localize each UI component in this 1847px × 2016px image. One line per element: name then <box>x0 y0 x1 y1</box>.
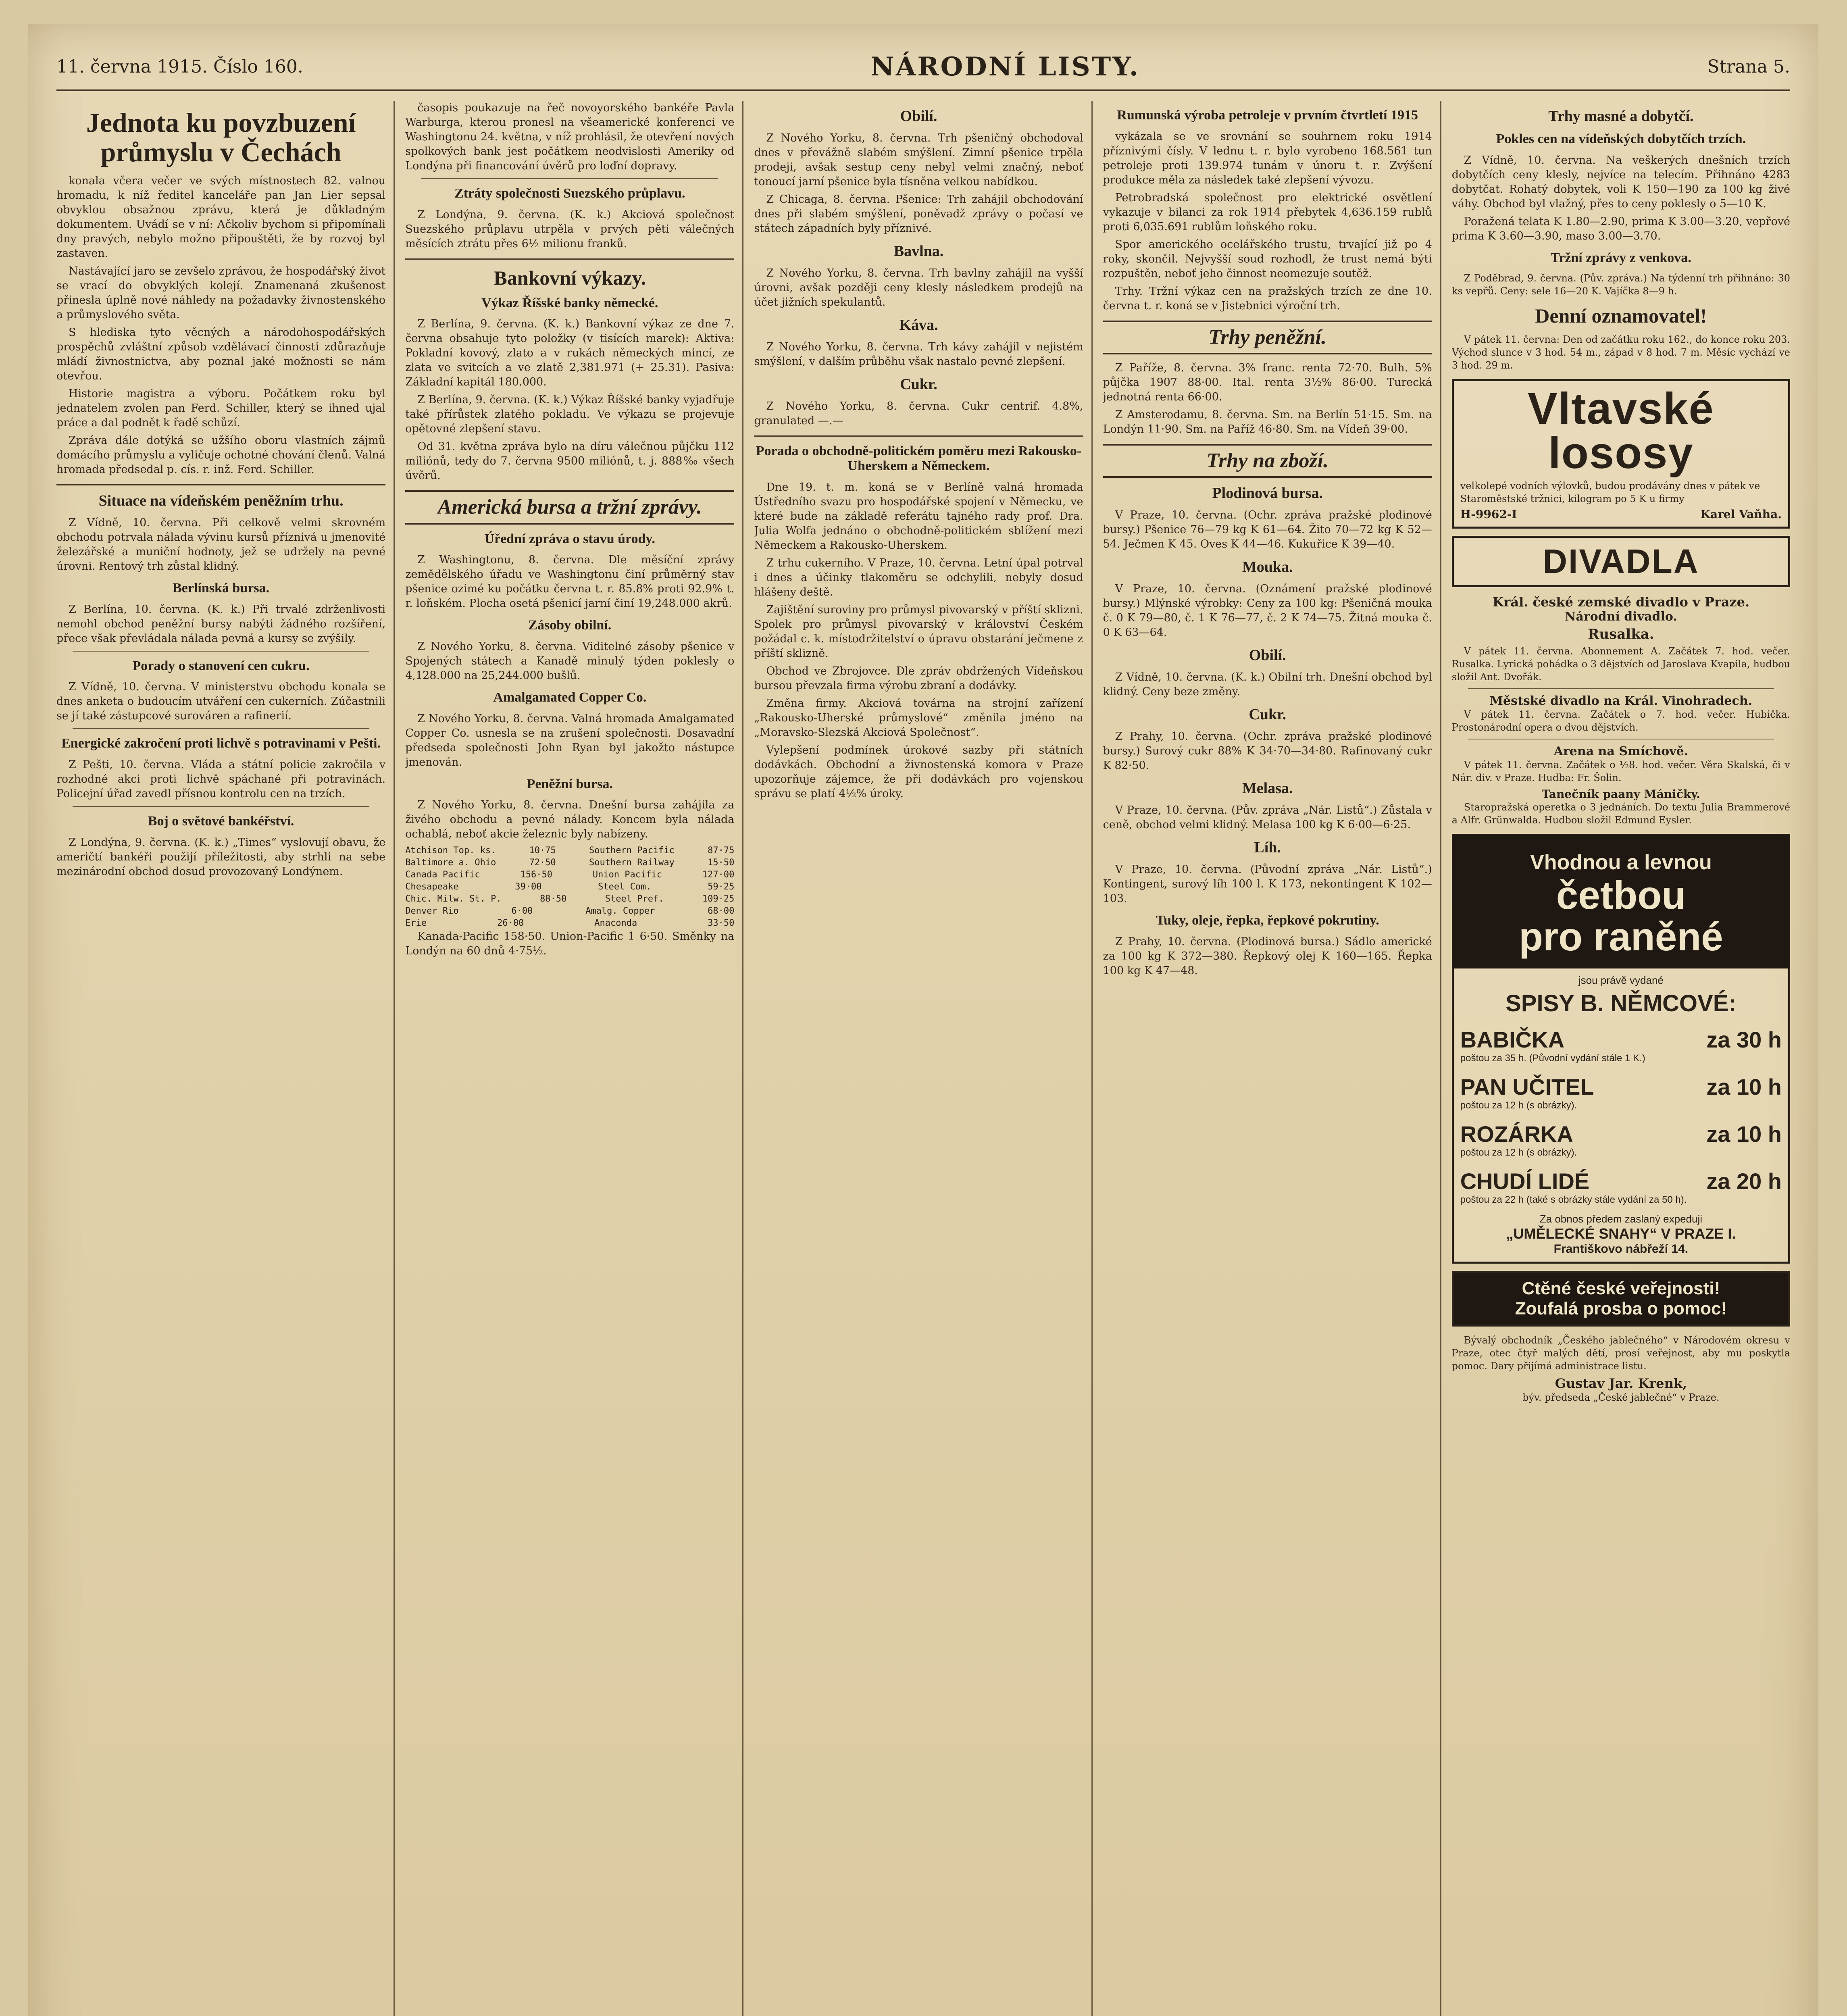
book-row <box>1460 1074 1782 1100</box>
book-price: za 20 h <box>1706 1168 1782 1194</box>
book-price: za 10 h <box>1706 1074 1782 1100</box>
book-title: BABIČKA <box>1460 1027 1565 1053</box>
divider <box>56 484 385 485</box>
ad-line: jsou právě vydané <box>1578 974 1664 987</box>
article-headline: Plodinová bursa. <box>1212 485 1323 502</box>
paragraph: Z trhu cukerního. V Praze, 10. června. Letní úpal potrval i dnes a účinky tlakoměru se odchylili, nebyly dosud hlášeny deště. <box>754 556 1083 598</box>
stock-cell: Southern Railway <box>589 858 675 868</box>
stock-cell: 156·50 <box>520 870 552 880</box>
paragraph: Z Poděbrad, 9. června. (Pův. zpráva.) Na týdenní trh přihnáno: 30 ks vepřů. Ceny: sele 16—20 K. Vajíčka 8—9 h. <box>1451 273 1790 297</box>
article-headline: Mouka. <box>1242 558 1293 576</box>
paragraph: Změna firmy. Akciová továrna na strojní zařízení „Rakousko-Uherské průmyslové“ změnila jméno na „Moravsko-Slezská Akciová Společnost“. <box>754 697 1083 739</box>
columns <box>56 101 1790 2016</box>
paragraph: Obchod ve Zbrojovce. Dle zpráv obdržených Vídeňskou bursou převzala firma výrobu zbraní a dodávky. <box>754 664 1083 692</box>
paragraph: Z Vídně, 10. června. (K. k.) Obilní trh. Dnešní obchod byl klidný. Ceny beze změny. <box>1103 671 1432 698</box>
stock-cell: 6·00 <box>511 906 533 916</box>
article-headline: Boj o světové bankéřství. <box>148 814 294 829</box>
book-price: za 10 h <box>1706 1121 1782 1147</box>
stock-cell: 33·50 <box>708 918 735 929</box>
stock-row <box>405 917 734 929</box>
paragraph: Z Nového Yorku, 8. června. Valná hromada Amalgamated Copper Co. usnesla se na zrušení společnosti. Dosavadní předseda společnosti John Ryan byl jakožto nástupce jmenován. <box>405 712 735 768</box>
stock-cell: Atchison Top. ks. <box>405 846 496 856</box>
paragraph: Z Vídně, 10. června. V ministerstvu obchodu konala se dnes anketa o budoucím utváření cen cukerních. Zúčastnili se jí také zástupcové surováren a rafinerií. <box>56 681 386 723</box>
paragraph: Z Vídně, 10. června. Při celkově velmi skrovném obchodu potrvala nálada vývinu kursů příznivá u jmenovité železářské a muniční hodnoty, jež se udržely na pevné úrovni. Rentový trh zůstal klidný. <box>56 516 386 573</box>
stock-cell: 87·75 <box>708 846 735 856</box>
paragraph: Historie magistra a výboru. Počátkem roku byl jednatelem zvolen pan Ferd. Schiller, který se ihned ujal práce a dal podnět k řadě schůzí. <box>56 387 386 429</box>
section-headline: Trhy masné a dobytčí. <box>1548 108 1694 125</box>
paragraph: Zpráva dále dotýká se užšího oboru vlastních zájmů domácího průmyslu a vyličuje ochotné chování členů. Valná hromada předsedal p. cís. r. inž. Ferd. Schiller. <box>56 434 386 476</box>
ad-code: H-9962-I <box>1460 508 1517 521</box>
paragraph: Trhy. Tržní výkaz cen na pražských trzích ze dne 10. června t. r. koná se v Jistebnici výroční trh. <box>1103 285 1432 312</box>
ad-line: „UMĚLECKÉ SNAHY“ V PRAZE I. <box>1506 1225 1736 1242</box>
article-headline: Ztráty společnosti Suezského průplavu. <box>454 186 685 201</box>
theatre-name: Tanečník paany Máničky. <box>1541 787 1701 801</box>
paragraph: Dne 19. t. m. koná se v Berlíně valná hromada Ústředního svazu pro hospodářské spojení v Německu, ve které bude na základě referátu tajného rady prof. Dra. Julia Wolfa jednáno o obchodně-politickém sblížení mezi Německem a Rakousko-Uherskem. <box>754 481 1083 552</box>
ad-title: Vltavské lososy <box>1528 384 1714 478</box>
paragraph: Spor amerického ocelářského trustu, trvající již po 4 roky, skončil. Nejvyšší soud rozhodl, že trust nemá býti rozpuštěn, neboť jeho činnost neomezuje soutěž. <box>1103 238 1432 280</box>
stock-row <box>405 857 734 869</box>
theatre-name: Městské divadlo na Král. Vinohradech. <box>1489 694 1753 708</box>
stock-cell: Chesapeake <box>405 882 459 892</box>
divider <box>421 178 718 179</box>
ad-line: Vhodnou a levnou <box>1530 851 1712 875</box>
theatre-headline: DIVADLA <box>1543 542 1699 581</box>
book-title: ROZÁRKA <box>1460 1121 1573 1147</box>
stock-cell: 15·50 <box>708 858 735 868</box>
paragraph: Nastávající jaro se zevšelo zprávou, že hospodářský život se vrací do obvyklých kolejí. Znamenaná zkušenost přinesla úplně nové náhledy na požadavky živnostenského a průmyslového světa. <box>56 264 386 321</box>
column-2 <box>405 101 743 2016</box>
stock-cell: 39·00 <box>515 882 542 892</box>
stock-row <box>405 905 734 917</box>
divider <box>405 258 734 260</box>
book-title: CHUDÍ LIDÉ <box>1460 1168 1590 1194</box>
book-price: za 30 h <box>1706 1027 1782 1053</box>
column-5 <box>1452 101 1790 2016</box>
article-headline: Káva. <box>899 317 938 334</box>
article-headline: Výkaz Říšské banky německé. <box>481 295 658 310</box>
paragraph: konala včera večer ve svých místnostech 82. valnou hromadu, k níž ředitel kanceláře pan Jan Lier sepsal obvyklou obsažnou zprávu, která je důkladným dokumentem. Uvádí se v ní: Ačkoliv bychom si připomínali dny pravých, nebylo možno připouštěti, že by rozvoj byl zastaven. <box>56 174 386 260</box>
paragraph: Z Washingtonu, 8. června. Dle měsíční zprávy zemědělského úřadu ve Washingtonu činí průměrný stav pšenice ozimé ku počátku června t. r. 85.8% proti 92.9% t. r. loňském. Plocha osetá pšenicí jarní činí 19,248.000 akrů. <box>405 554 735 610</box>
stock-row <box>405 845 734 857</box>
signature: Gustav Jar. Krenk, <box>1555 1376 1687 1391</box>
ad-owner: Karel Vaňha. <box>1700 508 1782 521</box>
article-headline: Jednota ku povzbuzení průmyslu v Čechách <box>86 107 356 168</box>
book-note: poštou za 12 h (s obrázky). <box>1460 1100 1577 1111</box>
stock-row <box>405 869 734 881</box>
article-headline: Energické zakročení proti lichvě s potravinami v Pešti. <box>61 736 381 751</box>
book-row <box>1460 1168 1782 1194</box>
section-headline: Trhy na zboží. <box>1103 444 1432 478</box>
article-headline: Bavlna. <box>893 243 944 260</box>
paragraph: Od 31. května zpráva bylo na díru válečnou půjčku 112 miliónů, tedy do 7. června 9500 miliónů, t. j. 888‰ všech úvěrů. <box>405 440 735 482</box>
paragraph: V Praze, 10. června. (Ochr. zpráva pražské plodinové bursy.) Pšenice 76—79 kg K 61—64. Žito 70—72 kg K 52—54. Ječmen K 45. Oves K 44—46. Kukuřice K 39—40. <box>1103 509 1432 551</box>
divider <box>73 728 369 729</box>
paragraph: Bývalý obchodník „Českého jablečného“ v Národovém okresu v Praze, otec čtyř malých dětí, prosí veřejnost, aby mu poskytla pomoc. Dary přijímá administrace listu. <box>1451 1335 1790 1372</box>
ad-line: četbou <box>1556 873 1686 918</box>
article-headline: Pokles cen na vídeňských dobytčích trzích. <box>1496 131 1746 147</box>
article-headline: Amalgamated Copper Co. <box>493 690 647 705</box>
stock-cell: Denver Rio <box>405 906 459 916</box>
book-title: PAN UČITEL <box>1460 1074 1594 1100</box>
theatre-sub: Národní divadlo. <box>1564 610 1677 624</box>
stock-cell: Amalg. Copper <box>585 906 655 916</box>
stock-cell: 109·25 <box>702 894 735 904</box>
paragraph: Z Nového Yorku, 8. června. Viditelné zásoby pšenice v Spojených státech a Kanadě minulý týden poklesly o 4,128.000 na 25,244.000 bušlů. <box>405 640 735 682</box>
paragraph: Z Berlína, 9. června. (K. k.) Bankovní výkaz ze dne 7. června obsahuje tyto položky (v tisících marek): Aktiva: Pokladní kovový, zlato a v rukách německých mincí, ze zlata ve svitcích a ve zlatě 2,381.971 (+ 25.31). Pasiva: Základní kapitál 180.000. <box>405 318 735 389</box>
article-headline: Cukr. <box>1249 706 1286 723</box>
stock-cell: Chic. Milw. St. P. <box>405 894 502 904</box>
section-headline: Americká bursa a tržní zprávy. <box>405 490 734 524</box>
issue-date: 11. června 1915. Číslo 160. <box>56 56 303 77</box>
ad-line: Za obnos předem zaslaný expeduji <box>1539 1213 1703 1225</box>
ad-line: SPISY B. NĚMCOVÉ: <box>1506 990 1737 1017</box>
theatre-section <box>1452 536 1790 587</box>
stock-cell: 68·00 <box>708 906 735 916</box>
paragraph: V pátek 11. června: Den od začátku roku 162., do konce roku 203. Východ slunce v 3 hod. 54 m., západ v 8 hod. 7 m. Měsíc vychází ve 3 hod. 29 m. <box>1451 334 1790 371</box>
page-header <box>56 44 1790 91</box>
theatre-name: Král. české zemské divadlo v Praze. <box>1492 594 1750 610</box>
paragraph: Vylepšení podmínek úrokové sazby při státních dodávkách. Obchodní a živnostenská komora v Praze upozorňuje zájemce, že při dodávkách pro vojenskou správu se platí 4½% úroky. <box>754 744 1083 800</box>
paragraph: Poražená telata K 1.80—2.90, prima K 3.00—3.20, vepřové prima K 3.60—3.90, maso 3.00—3.70. <box>1451 215 1790 242</box>
paragraph: Z Paříže, 8. června. 3% franc. renta 72·70. Bulh. 5% půjčka 1907 88·00. Ital. renta 3½% 86·00. Turecká jednotná renta 66·00. <box>1103 361 1432 403</box>
paragraph: V Praze, 10. června. (Oznámení pražské plodinové bursy.) Mlýnské výrobky: Ceny za 100 kg: Pšeničná mouka č. 0 K 79—80, č. 1 K 76—77, č. 2 K 74—75. Žitná mouka č. 0 K 63—64. <box>1103 583 1432 639</box>
paragraph: časopis poukazuje na řeč novoyorského bankéře Pavla Warburga, kterou pronesl na všeamerické konferenci ve Washingtonu 24. května, v níž prohlásil, že otevření nových spolkových bank jest počátkem neodvislosti Ameriky od Londýna při financování úvěrů pro loďní dopravy. <box>405 102 735 172</box>
book-row <box>1460 1121 1782 1147</box>
article-headline: Porada o obchodně-politickém poměru mezi Rakousko-Uherskem a Německem. <box>756 444 1082 473</box>
paragraph: S hlediska tyto věcných a národohospodářských prospěchů zvláštní způsob vzdělávací činnosti zdůrazňuje mládí živnostnictva, aby poznal jaké možnosti se nám otevřou. <box>56 326 386 382</box>
divider <box>73 806 369 807</box>
book-note: poštou za 12 h (s obrázky). <box>1460 1147 1577 1158</box>
book-note: poštou za 22 h (také s obrázky stále vydání za 50 h). <box>1460 1194 1687 1206</box>
paragraph: V pátek 11. června. Začátek o ½8. hod. večer. Věra Skalská, či v Nár. div. v Praze. Hudba: Fr. Šolin. <box>1451 759 1790 784</box>
paragraph: Z Prahy, 10. června. (Ochr. zpráva pražské plodinové bursy.) Surový cukr 88% K 34·70—34·80. Rafinovaný cukr K 82·50. <box>1103 730 1432 772</box>
stock-cell: Erie <box>405 918 427 929</box>
stock-cell: 127·00 <box>702 870 735 880</box>
stock-cell: Canada Pacific <box>405 870 480 880</box>
divider <box>1468 688 1774 689</box>
paragraph: Z Londýna, 9. června. (K. k.) Akciová společnost Suezského průplavu utrpěla v prvých pěti válečných měsících ztrátu přes 6½ milionu franků. <box>405 208 735 250</box>
theatre-name: Arena na Smíchově. <box>1553 744 1689 759</box>
book-list <box>1452 968 1790 1264</box>
article-headline: Úřední zpráva o stavu úrody. <box>484 531 656 546</box>
article-headline: Peněžní bursa. <box>527 776 613 791</box>
stock-cell: Southern Pacific <box>589 846 675 856</box>
paragraph: Petrobradská společnost pro elektrické osvětlení vykazuje v bilanci za rok 1914 přebytek 4,636.159 rublů proti 6,035.691 rublům loňského roku. <box>1103 191 1432 233</box>
ad-line: pro raněné <box>1519 914 1723 959</box>
article-headline: Cukr. <box>900 376 937 393</box>
stock-cell: Baltimore a. Ohio <box>405 858 496 868</box>
stock-cell: Steel Com. <box>598 882 652 892</box>
paragraph: Z Nového Yorku, 8. června. Trh pšeničný obchodoval dnes v převážně slabém smýšlení. Zimní pšenice trpěla prodeji, avšak sestup ceny nebyl velmi značný, neboť tonoucí jarní pšenice byla tísněna velkou nabídkou. <box>754 132 1083 188</box>
play-title: Rusalka. <box>1588 626 1654 643</box>
advertisement-plea <box>1452 1271 1790 1327</box>
stock-cell: 59·25 <box>708 882 735 892</box>
paragraph: Z Amsterodamu, 8. června. Sm. na Berlín 51·15. Sm. na Londýn 11·90. Sm. na Paříž 46·80. Sm. na Vídeň 39·00. <box>1103 408 1432 435</box>
paragraph: Zajištění suroviny pro průmysl pivovarský v příští sklizni. Spolek pro průmysl pivovarský v království Českém požádal c. k. místodržitelství o úpravu obstarání ječmene z příští sklizně. <box>754 603 1083 660</box>
column-4 <box>1103 101 1441 2016</box>
column-1 <box>56 101 395 2016</box>
section-headline: Trhy peněžní. <box>1103 321 1432 354</box>
paragraph: Z Londýna, 9. června. (K. k.) „Times“ vyslovují obavu, že američtí bankéři použijí příležitosti, aby strhli na sebe mezinárodní obchod dosud provozovaný Londýnem. <box>56 836 386 878</box>
article-headline: Melasa. <box>1242 780 1293 797</box>
stock-cell: 72·50 <box>529 858 556 868</box>
paragraph: Z Vídně, 10. června. Na veškerých dnešních trzích dobytčích ceny klesly, nejvíce na telecím. Přihnáno 4283 dobytčat. Rohatý dobytek, voli K 150—190 za 100 kg živé váhy. Obchod byl vlažný, přes to ceny poklesly o 5—10 K. <box>1451 154 1790 210</box>
section-headline: Denní oznamovatel! <box>1535 304 1707 327</box>
stock-cell: 10·75 <box>529 846 556 856</box>
paragraph: Z Nového Yorku, 8. června. Dnešní bursa zahájila za živého obchodu a pevné nálady. Koncem byla nálada ochablá, neboť akcie železnic byly nabízeny. <box>405 799 735 841</box>
stock-row <box>405 881 734 893</box>
article-headline: Berlínská bursa. <box>173 580 270 596</box>
paragraph: Z Nového Yorku, 8. června. Trh kávy zahájil v nejistém smýšlení, v dalším průběhu však nastalo pevné zlepšení. <box>754 341 1083 368</box>
advertisement-books <box>1452 834 1790 968</box>
article-headline: Obilí. <box>1249 647 1286 664</box>
divider <box>73 651 369 652</box>
paragraph: vykázala se ve srovnání se souhrnem roku 1914 příznivými čísly. V lednu t. r. bylo vyrobeno 168.561 tun petroleje proti 139.974 tunám v únoru t. r. Zvýšení produkce měla za následek také zlepšení vývozu. <box>1103 130 1432 186</box>
signature-note: býv. předseda „České jablečné“ v Praze. <box>1522 1392 1720 1404</box>
column-3 <box>754 101 1092 2016</box>
paragraph: Z Chicaga, 8. června. Pšenice: Trh zahájil obchodování dnes při slabém smýšlení, poněvadž zprávy o počasí ve státech západních byly příznivé. <box>754 193 1083 235</box>
stock-table <box>405 845 734 929</box>
article-headline: Líh. <box>1254 839 1281 856</box>
stock-cell: Anaconda <box>594 918 637 929</box>
paragraph: Z Berlína, 10. června. (K. k.) Při trvalé zdrženlivosti nemohl obchod peněžní bursy nabýti žádného rozšíření, přece však převládala nálada pevná a kursy se zvýšily. <box>56 603 386 645</box>
article-headline: Tuky, oleje, řepka, řepkové pokrutiny. <box>1156 913 1379 928</box>
paragraph: Kanada-Pacific 158·50. Union-Pacific 1 6·50. Směnky na Londýn na 60 dnů 4·75½. <box>405 930 735 958</box>
paragraph: V Praze, 10. června. (Původní zpráva „Nár. Listů“.) Kontingent, surový líh 100 l. K 173, nekontingent K 102—103. <box>1103 863 1432 905</box>
paragraph: V Praze, 10. června. (Pův. zpráva „Nár. Listů“.) Zůstala v ceně, obchod velmi klidný. Melasa 100 kg K 6·00—6·25. <box>1103 804 1432 831</box>
article-headline: Porady o stanovení cen cukru. <box>132 658 310 673</box>
divider <box>754 435 1083 437</box>
article-headline: Rumunská výroba petroleje v prvním čtvrtletí 1915 <box>1117 108 1418 123</box>
stock-cell: Union Pacific <box>592 870 662 880</box>
advertisement-salmon <box>1452 379 1790 529</box>
article-headline: Tržní zprávy z venkova. <box>1551 250 1691 265</box>
paragraph: Staropražská operetka o 3 jednáních. Do textu Julia Brammerové a Alfr. Grünwalda. Hudbou složil Edmund Eysler. <box>1451 802 1790 826</box>
stock-cell: Steel Pref. <box>605 894 664 904</box>
article-headline: Zásoby obilní. <box>528 618 612 633</box>
page-number: Strana 5. <box>1707 56 1790 77</box>
book-row <box>1460 1027 1782 1053</box>
stock-cell: 26·00 <box>497 918 524 929</box>
paragraph: Z Berlína, 9. června. (K. k.) Výkaz Říšské banky vyjadřuje také přírůstek zlatého pokladu. Ve výkazu se projevuje opětovné zlepšení stavu. <box>405 394 735 435</box>
paragraph: Z Nového Yorku, 8. června. Cukr centrif. 4.8%, granulated —.— <box>754 400 1083 427</box>
ad-line: Františkovo nábřeží 14. <box>1553 1242 1689 1256</box>
article-headline: Situace na vídeňském peněžním trhu. <box>98 492 344 509</box>
ad-text: velkolepé vodních výlovků, budou prodávány dnes v pátek ve Staroměstské tržnici, kilogram po 5 K u firmy <box>1460 480 1760 505</box>
article-body <box>56 174 385 477</box>
paragraph: Z Prahy, 10. června. (Plodinová bursa.) Sádlo americké za 100 kg K 372—380. Řepkový olej K 160—165. Řepka 100 kg K 47—48. <box>1103 935 1432 977</box>
paragraph: Z Nového Yorku, 8. června. Trh bavlny zahájil na vyšší úrovni, avšak později ceny klesly následkem prodejů na účet jižních spekulantů. <box>754 267 1083 309</box>
newspaper-page <box>28 24 1818 2016</box>
book-note: poštou za 35 h. (Původní vydání stále 1 K.) <box>1460 1053 1645 1064</box>
ad-line: Zoufalá prosba o pomoc! <box>1515 1299 1727 1319</box>
paragraph: Z Pešti, 10. června. Vláda a státní policie zakročila v rozhodné akci proti lichvě spáchané při potravinách. Policejní úřad zavedl přísnou kontrolu cen na trzích. <box>56 758 386 800</box>
article-headline: Obilí. <box>900 108 937 125</box>
newspaper-title: NÁRODNÍ LISTY. <box>870 51 1140 82</box>
stock-row <box>405 893 734 905</box>
section-headline: Bankovní výkazy. <box>494 266 646 289</box>
stock-cell: 88·50 <box>540 894 567 904</box>
paragraph: V pátek 11. června. Začátek o 7. hod. večer. Hubička. Prostonárodní opera o dvou dějstvích. <box>1451 709 1790 733</box>
paragraph: V pátek 11. června. Abonnement A. Začátek 7. hod. večer. Rusalka. Lyrická pohádka o 3 dějstvích od Jaroslava Kvapila, hudbou složil Ant. Dvořák. <box>1451 646 1790 683</box>
ad-line: Ctěné české veřejnosti! <box>1522 1279 1720 1299</box>
